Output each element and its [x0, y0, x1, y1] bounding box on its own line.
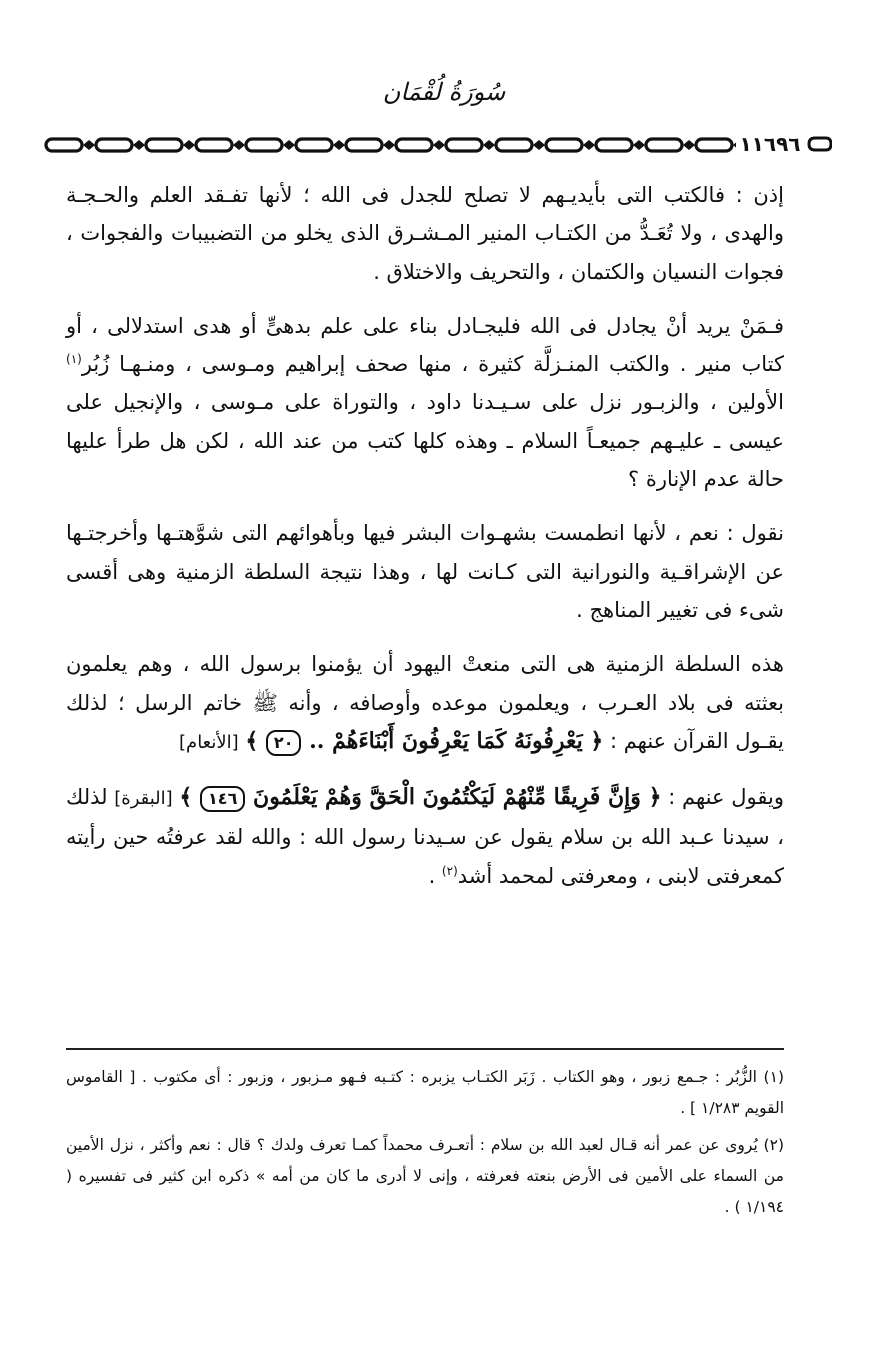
page-number: ١١٦٩٦ — [736, 130, 804, 158]
footnote-2: (٢) يُروى عن عمر أنه قـال لعبد الله بن سلام : أتعـرف محمداً كمـا تعرف ولدك ؟ قال : نعم وأكثر ، نزل الأمين من السماء على الأمين فى الأرض بنعته فعرفته ، وإنى لا أدرى ما كان من أمه » ذكره ابن كثير فى تفسيره ( ١/١٩٤ ) . — [66, 1136, 784, 1216]
paragraph-text: لذلك ، سيدنا عـبد الله بن سلام يقول عن سـيدنا رسول الله : والله لقد عرفتُه حين رأيته كمعرفتى لابنى ، ومعرفتى لمحمد أشد — [66, 785, 784, 888]
paragraph-text: الأولين ، والزبـور نزل على سـيـدنا داود ، والتوراة على مـوسى ، والإنجيل على عيسى ـ عليـهم جميعـاً السلام ـ وهذه كلها كتب من عند الله ، لكن هل طرأ عليها حالة عدم الإنارة ؟ — [66, 390, 784, 492]
chain-link-icon — [596, 139, 632, 151]
footnote-marker: (٢) — [441, 863, 458, 878]
diamond-ornament-icon — [83, 140, 95, 150]
diamond-ornament-icon — [383, 140, 395, 150]
paragraph-text: نقول : نعم ، لأنها انطمست بشهـوات البشر فيها وبأهوائهم التى شوَّهتـها وأخرجتـها عن الإشراقـية والنورانية التى كـانت لها ، وهذا نتيجة السلطة الزمنية وهى أقسى شىء فى تغيير المناهج . — [66, 521, 784, 622]
chain-link-icon — [496, 139, 532, 151]
diamond-ornament-icon — [233, 140, 245, 150]
paragraph-text: هذه السلطة الزمنية هى التى منعتْ اليهود أن يؤمنوا برسول الله ، وهم يعلمون بعثته فى بلاد العـرب ، ويعلمون موعده وأوصافه ، وأنه ﷺ خاتم الرسل ؛ لذلك يقـول القرآن عنهم : — [66, 652, 784, 753]
diamond-ornament-icon — [183, 140, 195, 150]
paragraph-text: ويقول عنهم : — [661, 785, 784, 810]
header-ornament-border — [42, 130, 782, 160]
main-text — [66, 176, 784, 895]
chain-link-icon — [196, 139, 232, 151]
paragraph-2 — [66, 307, 784, 498]
footnote-divider — [66, 1048, 784, 1050]
chain-link-icon — [396, 139, 432, 151]
quran-verse: ﴿ يَعْرِفُونَهُ كَمَا يَعْرِفُونَ أَبْنَاءَهُمْ .. — [301, 727, 604, 754]
diamond-ornament-icon — [333, 140, 345, 150]
paragraph-5 — [66, 778, 784, 895]
sura-reference: [البقرة] — [114, 788, 173, 810]
paragraph-4 — [66, 645, 784, 762]
verse-number-badge: ١٤٦ — [200, 786, 245, 812]
quran-verse: ﴿ وَإِنَّ فَرِيقًا مِّنْهُمْ لَيَكْتُمُونَ الْحَقَّ وَهُمْ يَعْلَمُونَ — [245, 784, 662, 811]
ornament-chain-icon — [42, 130, 782, 160]
paragraph-text: إذن : فالكتب التى بأيديـهم لا تصلح للجدل فى الله ؛ لأنها تفـقد العلم والحـجـة والهدى ، ولا تُعَـدُّ من الكتـاب المنير المـشـرق الذى يخلو من التضبيبات والفجوات ، فجوات النسيان والكتمان ، والتحريف والاختلاق . — [66, 183, 784, 284]
paragraph-3 — [66, 514, 784, 629]
diamond-ornament-icon — [683, 140, 695, 150]
footnotes — [66, 1062, 784, 1229]
paragraph-1 — [66, 176, 784, 291]
quran-verse-close: ﴾ — [179, 784, 201, 811]
chain-link-icon — [346, 139, 382, 151]
sura-reference: [الأنعام] — [179, 731, 239, 753]
diamond-ornament-icon — [433, 140, 445, 150]
diamond-ornament-icon — [133, 140, 145, 150]
diamond-ornament-icon — [583, 140, 595, 150]
chain-link-icon — [46, 139, 82, 151]
footnote-1: (١) الزُّبُر : جـمع زبور ، وهو الكتاب . زَبَر الكتـاب يزبره : كتـبه فـهو مـزبور ، وزبور : أى مكتوب . [ القاموس القويم ١/٢٨٣ ] . — [66, 1068, 784, 1117]
chain-link-icon — [246, 139, 282, 151]
diamond-ornament-icon — [633, 140, 645, 150]
chain-link-icon — [146, 139, 182, 151]
chain-link-icon — [96, 139, 132, 151]
chain-link-icon — [546, 139, 582, 151]
paragraph-text: فـمَنْ يريد أنْ يجادل فى الله فليجـادل بناء على علم بدهىٍّ أو هدى استدلالى ، أو كتاب منير . والكتب المنـزلَّة كثيرة ، منها صحف إبراهيم ومـوسى ، ومنـهـا زُبُر — [66, 313, 784, 377]
paragraph-text: . — [428, 863, 442, 888]
chain-link-icon — [646, 139, 682, 151]
ornament-end-cap-icon — [806, 136, 832, 152]
diamond-ornament-icon — [483, 140, 495, 150]
diamond-ornament-icon — [283, 140, 295, 150]
quran-verse-close: ﴾ — [245, 727, 266, 754]
diamond-ornament-icon — [533, 140, 545, 150]
verse-number-badge: ٢٠ — [266, 730, 302, 756]
footnote-marker: (١) — [66, 352, 82, 367]
chain-link-icon — [446, 139, 482, 151]
surah-title: سُورَةُ لُقْمَان — [382, 78, 506, 106]
chain-link-icon — [696, 139, 732, 151]
chain-link-icon — [296, 139, 332, 151]
